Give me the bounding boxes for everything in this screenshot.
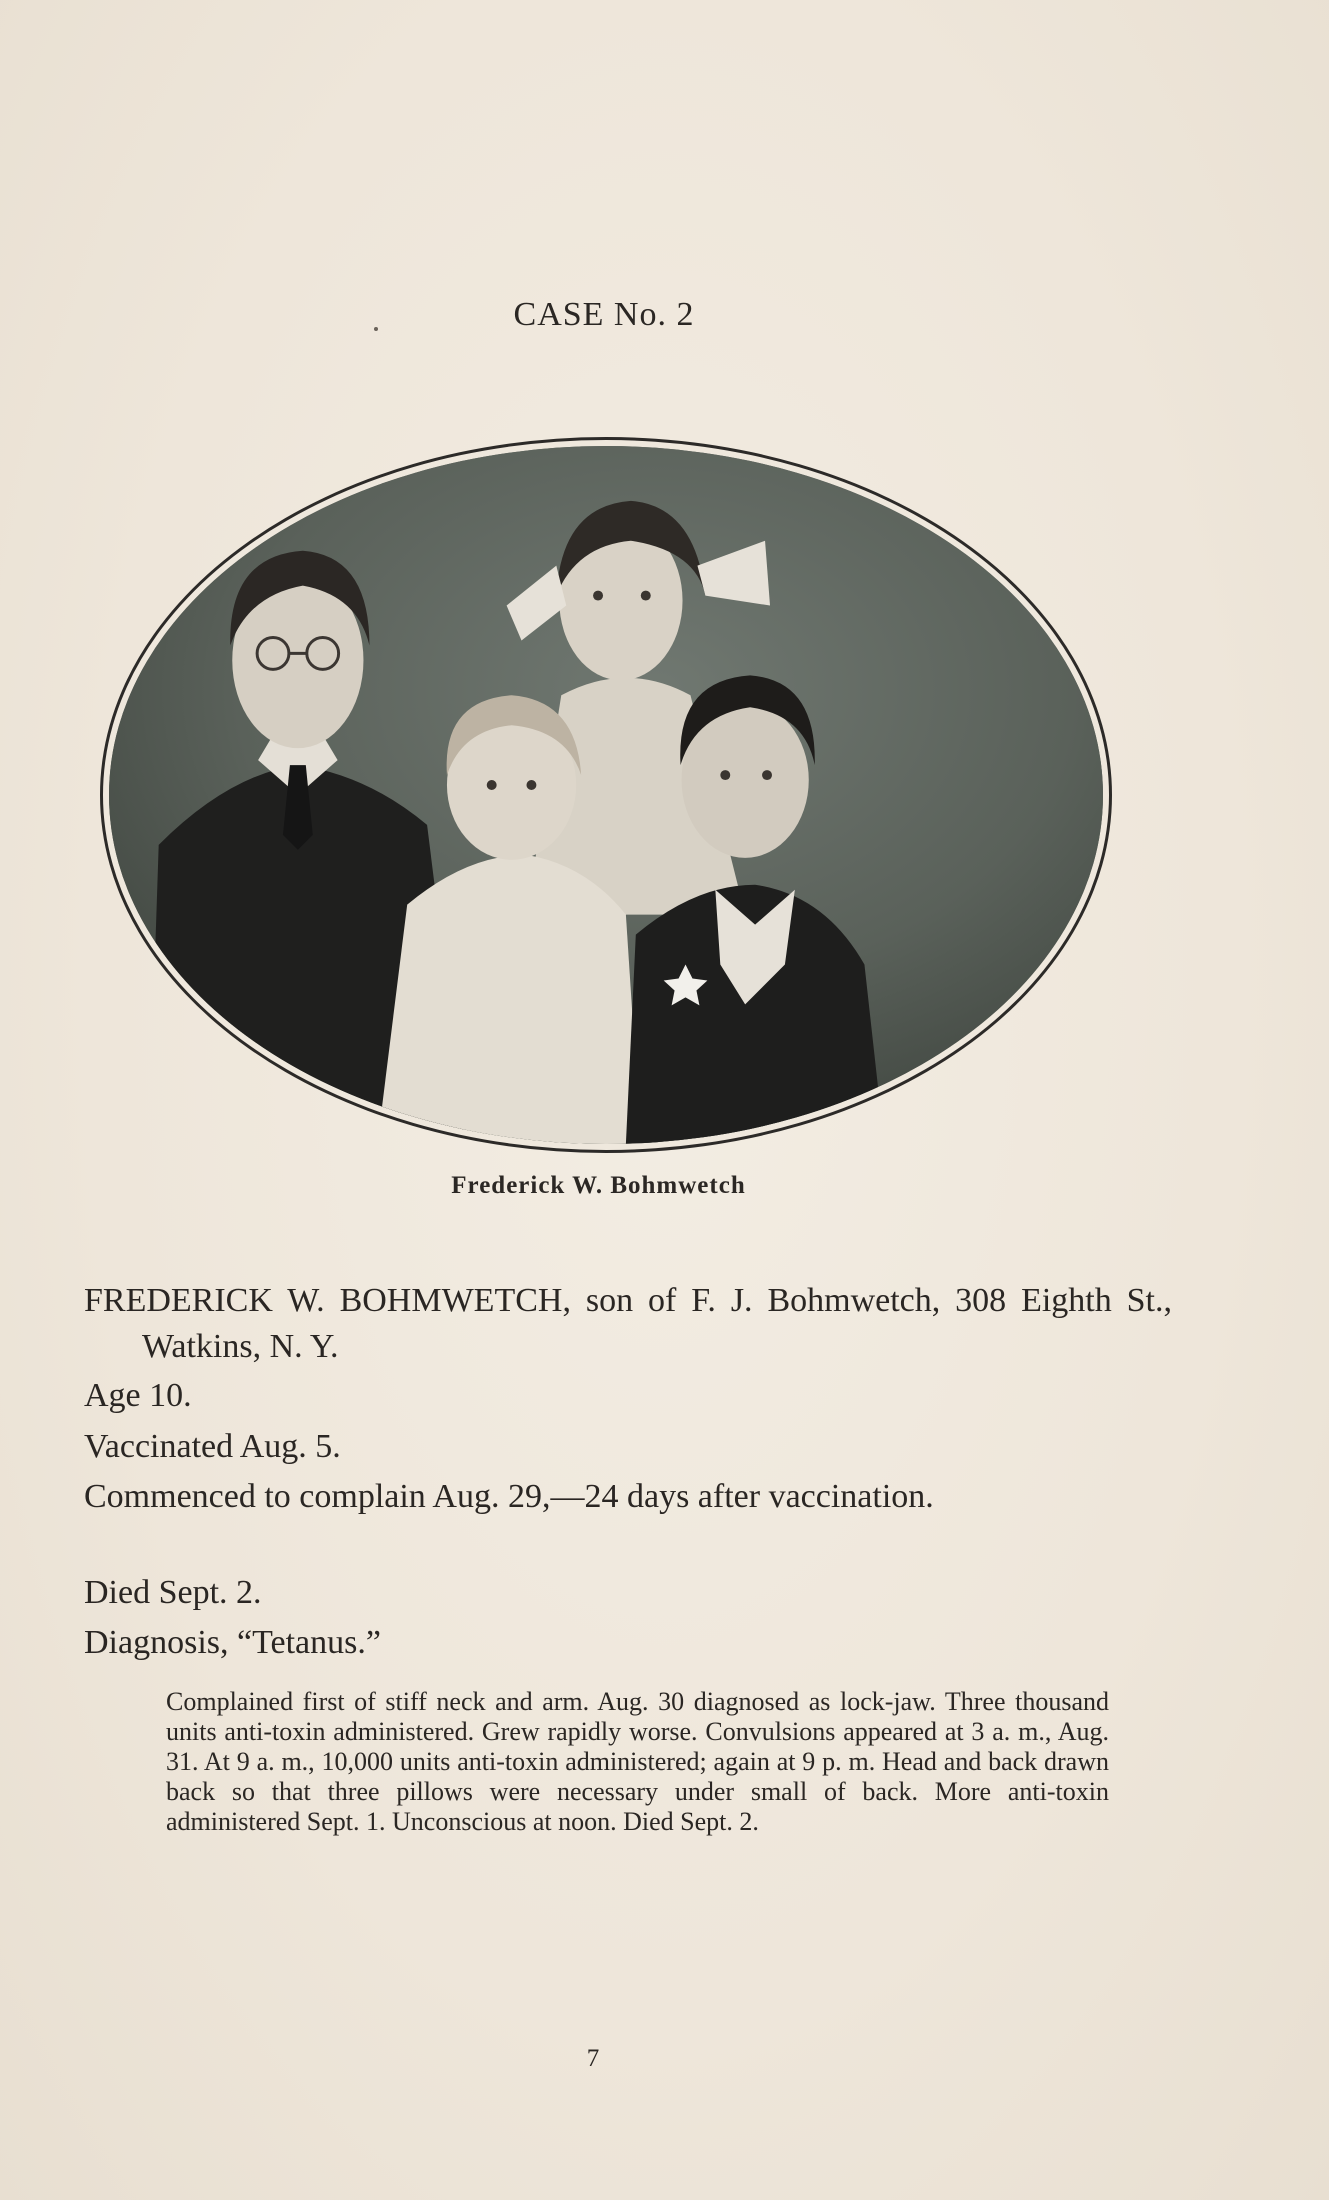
oval-photo-frame <box>100 437 1112 1153</box>
page-number: 7 <box>586 2045 600 2072</box>
vaccination-date: Vaccinated Aug. 5. <box>84 1428 341 1465</box>
portrait-illustration <box>109 446 1103 1144</box>
patient-name-address: FREDERICK W. BOHMWETCH, son of F. J. Bohmwetch, 308 Eighth St., Watkins, N. Y. <box>84 1282 1172 1365</box>
patient-age: Age 10. <box>84 1377 192 1414</box>
diagnosis: Diagnosis, “Tetanus.” <box>84 1624 381 1661</box>
symptom-onset: Commenced to complain Aug. 29,—24 days after vaccination. <box>84 1478 934 1515</box>
date-of-death: Died Sept. 2. <box>84 1574 262 1611</box>
case-notes-paragraph: Complained first of stiff neck and arm. Aug. 30 diagnosed as lock-jaw. Three thousand units anti-toxin administered. Grew rapidly worse. Convulsions appeared at 3 a. m., Aug. 31. At 9 a. m., 10,000 units anti-toxin administered; again at 9 p. m. Head and back drawn back so that three pillows were necessary under small of back. More anti-toxin administered Sept. 1. Unconscious at noon. Died Sept. 2. <box>166 1687 1109 1836</box>
photo-caption: Frederick W. Bohmwetch <box>451 1172 746 1199</box>
family-portrait-photo <box>109 446 1103 1144</box>
case-heading: CASE No. 2 <box>513 296 695 333</box>
